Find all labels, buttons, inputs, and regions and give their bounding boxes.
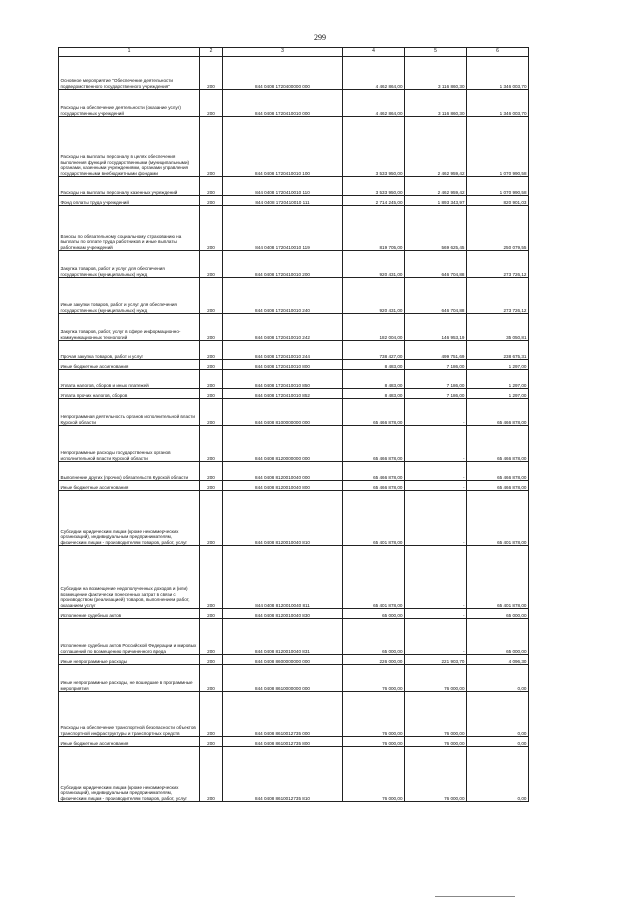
row-unexecuted: 35 050,81 [467,314,529,341]
table-row [59,546,529,609]
table-row [59,609,529,619]
row-approved: 65 000,00 [343,619,405,655]
row-approved: 2 714 245,00 [343,196,405,206]
row-unexecuted: 4 096,30 [467,655,529,665]
row-line-code: 200 [200,692,223,737]
row-executed: - [405,609,467,619]
row-unexecuted: 1 297,00 [467,360,529,370]
row-unexecuted: 65 401 878,00 [467,546,529,609]
table-row [59,655,529,665]
row-line-code: 200 [200,117,223,177]
row-approved: 8 483,00 [343,360,405,370]
row-name: Иные бюджетные ассигнования [59,737,200,747]
row-executed: 7 186,00 [405,389,467,399]
table-row [59,462,529,481]
row-budget-code: 844 0408 8600000000 000 [223,655,343,665]
row-budget-code: 844 0408 1720410010 111 [223,196,343,206]
row-line-code: 200 [200,665,223,692]
header-col-3: 3 [223,48,343,57]
row-approved: 920 431,00 [343,278,405,314]
table-header [59,48,529,57]
row-unexecuted: 238 675,31 [467,341,529,360]
row-unexecuted: 273 726,12 [467,278,529,314]
header-row [59,48,529,57]
row-name: Прочая закупка товаров, работ и услуг [59,341,200,360]
row-line-code: 200 [200,57,223,90]
row-budget-code: 844 0408 8120010040 800 [223,481,343,491]
row-budget-code: 844 0408 1720410010 850 [223,370,343,389]
table-row [59,314,529,341]
row-unexecuted: 1 297,00 [467,389,529,399]
table-row [59,426,529,462]
budget-table [58,47,529,802]
row-executed: 569 625,45 [405,206,467,251]
row-unexecuted: 1 346 003,70 [467,90,529,117]
row-approved: 76 000,00 [343,692,405,737]
row-budget-code: 844 0408 1720410010 110 [223,177,343,196]
row-name: Расходы на обеспечение транспортной безопасности объектов транспортной инфраструктуры и транспортных средств [59,692,200,737]
row-line-code: 200 [200,370,223,389]
row-executed: 1 893 343,97 [405,196,467,206]
row-line-code: 200 [200,206,223,251]
row-line-code: 200 [200,462,223,481]
row-name: Выполнение других (прочих) обязательств Курской области [59,462,200,481]
row-approved: 65 466 878,00 [343,481,405,491]
row-unexecuted: 820 901,03 [467,196,529,206]
row-approved: 65 466 878,00 [343,462,405,481]
row-unexecuted: 65 000,00 [467,609,529,619]
row-unexecuted: 65 466 878,00 [467,399,529,426]
row-executed: - [405,426,467,462]
page-number: 299 [314,33,326,42]
row-budget-code: 844 0408 1720410010 244 [223,341,343,360]
row-name: Уплата налогов, сборов и иных платежей [59,370,200,389]
row-approved: 65 401 878,00 [343,546,405,609]
row-approved: 4 462 864,00 [343,57,405,90]
table-row [59,692,529,737]
row-line-code: 200 [200,314,223,341]
table-row [59,57,529,90]
row-line-code: 200 [200,278,223,314]
footer-rule [435,896,515,897]
row-unexecuted: 0,00 [467,665,529,692]
row-approved: 3 533 950,00 [343,117,405,177]
row-budget-code: 844 0408 8120000000 000 [223,426,343,462]
row-approved: 65 466 878,00 [343,426,405,462]
row-name: Иные закупки товаров, работ и услуг для обеспечения государственных (муниципальных) нужд [59,278,200,314]
row-executed: 221 903,70 [405,655,467,665]
row-line-code: 200 [200,546,223,609]
row-name: Иные бюджетные ассигнования [59,481,200,491]
row-approved: 4 462 864,00 [343,90,405,117]
row-name: Субсидии на возмещение недополученных доходов и (или) возмещение фактически понесенных затрат в связи с производством (реализацией) товаров, выполнением работ, оказанием услуг [59,546,200,609]
row-name: Фонд оплаты труда учреждений [59,196,200,206]
row-name: Расходы на обеспечение деятельности (оказание услуг) государственных учреждений [59,90,200,117]
row-line-code: 200 [200,389,223,399]
header-col-1: 1 [59,48,200,57]
row-executed: 76 000,00 [405,747,467,802]
row-name: Закупка товаров, работ и услуг для обеспечения государственных (муниципальных) нужд [59,251,200,278]
header-col-4: 4 [343,48,405,57]
row-unexecuted: 1 070 990,58 [467,177,529,196]
row-executed: 2 462 959,42 [405,177,467,196]
table-row [59,370,529,389]
row-budget-code: 844 0408 1720410010 242 [223,314,343,341]
row-budget-code: 844 0408 1720410010 200 [223,251,343,278]
row-line-code: 200 [200,177,223,196]
row-budget-code: 844 0408 8120010040 811 [223,546,343,609]
row-line-code: 200 [200,399,223,426]
row-executed: 76 000,00 [405,692,467,737]
row-budget-code: 844 0408 8100000000 000 [223,399,343,426]
row-line-code: 200 [200,655,223,665]
table-row [59,491,529,546]
row-budget-code: 844 0408 8120010040 830 [223,609,343,619]
row-name: Непрограммная деятельность органов исполнительной власти Курской области [59,399,200,426]
row-name: Иные бюджетные ассигнования [59,360,200,370]
row-name: Субсидии юридическим лицам (кроме некоммерческих организаций), индивидуальным предпринимателям, физическим лицам - производителям товаров, работ, услуг [59,747,200,802]
row-approved: 76 000,00 [343,737,405,747]
row-approved: 76 000,00 [343,747,405,802]
row-approved: 8 483,00 [343,370,405,389]
row-budget-code: 844 0408 8610012735 800 [223,737,343,747]
row-approved: 76 000,00 [343,665,405,692]
row-name: Расходы на выплаты персоналу в целях обеспечения выполнения функций государственными (муниципальными) органами, казенными учреждениями, органами управления государственными внебюджетными фондами [59,117,200,177]
row-executed: - [405,546,467,609]
row-budget-code: 844 0408 1720410010 000 [223,90,343,117]
row-line-code: 200 [200,619,223,655]
table-row [59,117,529,177]
row-name: Закупка товаров, работ, услуг в сфере информационно-коммуникационных технологий [59,314,200,341]
table-row [59,90,529,117]
row-approved: 65 000,00 [343,609,405,619]
row-approved: 8 483,00 [343,389,405,399]
row-name: Исполнение судебных актов [59,609,200,619]
row-budget-code: 844 0408 8610000000 000 [223,665,343,692]
table-row [59,399,529,426]
row-name: Иные непрограммные расходы [59,655,200,665]
row-line-code: 200 [200,90,223,117]
row-budget-code: 844 0408 1720410010 119 [223,206,343,251]
row-budget-code: 844 0408 8120010040 831 [223,619,343,655]
row-executed: - [405,619,467,655]
row-line-code: 200 [200,747,223,802]
row-budget-code: 844 0408 8610012735 810 [223,747,343,802]
table-row [59,177,529,196]
row-budget-code: 844 0408 1720410010 240 [223,278,343,314]
row-approved: 920 431,00 [343,251,405,278]
row-approved: 3 533 950,00 [343,177,405,196]
row-line-code: 200 [200,251,223,278]
row-executed: 3 116 860,30 [405,90,467,117]
row-unexecuted: 65 466 878,00 [467,481,529,491]
row-executed: 76 000,00 [405,737,467,747]
header-col-6: 6 [467,48,529,57]
row-unexecuted: 0,00 [467,737,529,747]
table-row [59,196,529,206]
table-body [59,57,529,802]
row-line-code: 200 [200,426,223,462]
row-executed: - [405,481,467,491]
row-approved: 65 401 878,00 [343,491,405,546]
row-budget-code: 844 0408 1720410010 852 [223,389,343,399]
row-line-code: 200 [200,737,223,747]
table-row [59,619,529,655]
row-name: Расходы на выплаты персоналу казенных учреждений [59,177,200,196]
row-approved: 738 427,00 [343,341,405,360]
row-budget-code: 844 0408 8610012735 000 [223,692,343,737]
row-executed: 76 000,00 [405,665,467,692]
table-row [59,251,529,278]
row-executed: 646 704,88 [405,278,467,314]
table-row [59,278,529,314]
row-executed: 146 953,19 [405,314,467,341]
row-unexecuted: 1 070 990,58 [467,117,529,177]
row-unexecuted: 65 466 878,00 [467,462,529,481]
header-col-5: 5 [405,48,467,57]
row-unexecuted: 0,00 [467,692,529,737]
table-row [59,360,529,370]
row-unexecuted: 65 401 878,00 [467,491,529,546]
row-unexecuted: 65 000,00 [467,619,529,655]
row-approved: 226 000,00 [343,655,405,665]
row-name: Взносы по обязательному социальному страхованию на выплаты по оплате труда работников и иные выплаты работникам учреждений [59,206,200,251]
table-row [59,341,529,360]
row-unexecuted: 65 466 878,00 [467,426,529,462]
row-approved: 65 466 878,00 [343,399,405,426]
table-row [59,747,529,802]
row-name: Исполнение судебных актов Российской Федерации и мировых соглашений по возмещению причиненного вреда [59,619,200,655]
row-executed: 7 186,00 [405,360,467,370]
row-executed: 2 462 959,42 [405,117,467,177]
row-executed: - [405,399,467,426]
row-line-code: 200 [200,341,223,360]
row-name: Иные непрограммные расходы, не вошедшие в программные мероприятия [59,665,200,692]
row-name: Субсидии юридическим лицам (кроме некоммерческих организаций), индивидуальным предпринимателям, физическим лицам - производителям товаров, работ, услуг [59,491,200,546]
row-unexecuted: 273 726,12 [467,251,529,278]
row-executed: - [405,462,467,481]
row-executed: 499 751,69 [405,341,467,360]
row-name: Непрограммные расходы государственных органов исполнительной власти Курской области [59,426,200,462]
row-budget-code: 844 0408 8120010040 000 [223,462,343,481]
row-approved: 819 705,00 [343,206,405,251]
row-name: Уплата прочих налогов, сборов [59,389,200,399]
table-row [59,737,529,747]
row-budget-code: 844 0408 1720410010 800 [223,360,343,370]
table-row [59,665,529,692]
row-budget-code: 844 0408 1720400000 000 [223,57,343,90]
header-col-2: 2 [200,48,223,57]
row-line-code: 200 [200,481,223,491]
row-approved: 182 004,00 [343,314,405,341]
row-executed: - [405,491,467,546]
row-budget-code: 844 0408 1720410010 100 [223,117,343,177]
row-budget-code: 844 0408 8120010040 810 [223,491,343,546]
row-line-code: 200 [200,609,223,619]
row-unexecuted: 1 297,00 [467,370,529,389]
row-line-code: 200 [200,196,223,206]
row-name: Основное мероприятие "Обеспечение деятельности подведомственного государственного учреждения" [59,57,200,90]
table-row [59,206,529,251]
row-line-code: 200 [200,491,223,546]
table-row [59,389,529,399]
row-executed: 7 186,00 [405,370,467,389]
row-executed: 3 116 860,30 [405,57,467,90]
row-line-code: 200 [200,360,223,370]
row-unexecuted: 0,00 [467,747,529,802]
row-executed: 646 704,88 [405,251,467,278]
row-unexecuted: 250 079,55 [467,206,529,251]
row-unexecuted: 1 346 003,70 [467,57,529,90]
table-row [59,481,529,491]
